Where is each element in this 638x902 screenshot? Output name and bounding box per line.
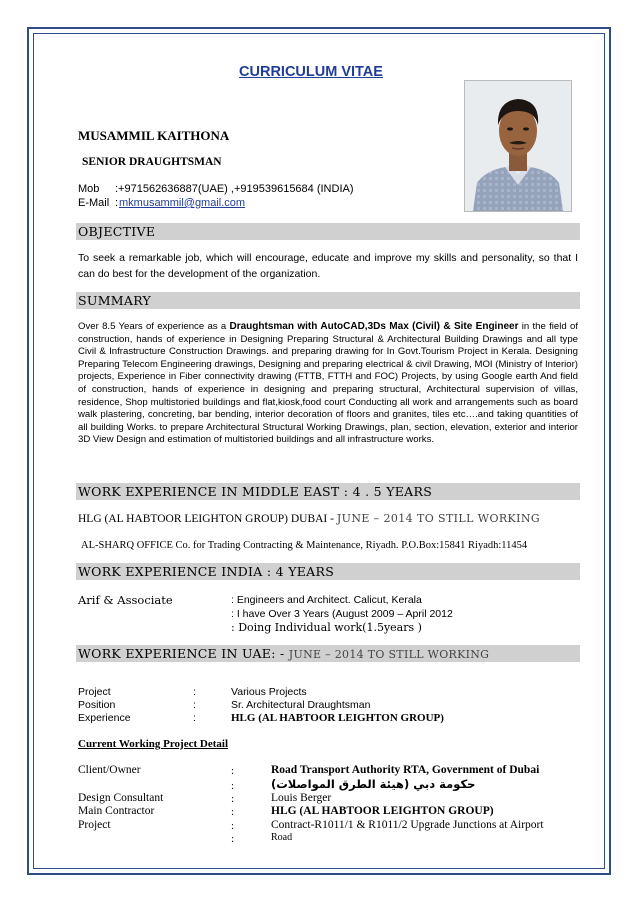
current-colon-5: : [231, 833, 235, 845]
uae-value-2: HLG (AL HABTOOR LEIGHTON GROUP) [231, 712, 444, 724]
current-value-arabic: حكومة دبي (هيئة الطرق المواصلات) [271, 777, 476, 791]
email-colon: : [115, 197, 119, 209]
current-value-3: HLG (AL HABTOOR LEIGHTON GROUP) [271, 805, 494, 817]
uae-label-1: Position [78, 699, 116, 711]
uae-heading [76, 645, 580, 662]
uae-heading-period: JUNE – 2014 TO STILL WORKING [288, 648, 490, 661]
current-project-heading: Current Working Project Detail [78, 738, 229, 750]
uae-colon-1: : [193, 699, 196, 711]
document-title: CURRICULUM VITAE [239, 64, 383, 80]
email-label: E-Mail [78, 197, 110, 209]
candidate-name: MUSAMMIL KAITHONA [78, 128, 230, 143]
uae-value-0: Various Projects [231, 686, 307, 698]
profile-photo [464, 80, 572, 212]
hlg-company: HLG (AL HABTOOR LEIGHTON GROUP) DUBAI - [78, 513, 337, 525]
current-label-4: Project [78, 819, 111, 831]
uae-label-0: Project [78, 686, 111, 698]
summary-heading: SUMMARY [76, 292, 580, 309]
current-label-3: Main Contractor [78, 805, 155, 817]
current-label-0: Client/Owner [78, 764, 141, 776]
current-value-2: Louis Berger [271, 792, 332, 804]
current-colon-2: : [231, 793, 235, 805]
email-link[interactable]: mkmusammil@gmail.com [119, 197, 246, 209]
current-colon-3: : [231, 806, 235, 818]
current-colon-1: : [231, 780, 235, 792]
hlg-line [78, 512, 540, 525]
current-colon-4: : [231, 820, 235, 832]
current-value-4: Contract-R1011/1 & R1011/2 Upgrade Junctions at Airport [271, 819, 544, 831]
india-line2: : I have Over 3 Years (August 2009 – April 2012 [231, 608, 453, 620]
mobile-value: :+971562636887(UAE) ,+919539615684 (INDIA) [115, 183, 354, 195]
summary-bold: Draughtsman with AutoCAD,3Ds Max (Civil) & Site Engineer [229, 321, 519, 332]
uae-label-2: Experience [78, 712, 131, 724]
uae-colon-2: : [193, 712, 196, 724]
candidate-role: SENIOR DRAUGHTSMAN [82, 156, 222, 168]
summary-lead: Over 8.5 Years of experience as a [78, 321, 230, 332]
current-value-5: Road [271, 832, 293, 843]
current-value-0: Road Transport Authority RTA, Government of Dubai [271, 764, 540, 776]
objective-text: To seek a remarkable job, which will encourage, educate and improve my skills and personality, so that I can do best for the development of the organization. [78, 252, 578, 280]
mobile-label: Mob [78, 183, 100, 195]
current-colon-0: : [231, 765, 235, 777]
india-company: Arif & Associate [78, 593, 173, 607]
uae-heading-title: WORK EXPERIENCE IN UAE: - [78, 646, 289, 661]
current-label-2: Design Consultant [78, 792, 164, 804]
objective-heading: OBJECTIVE [76, 223, 580, 240]
india-heading: WORK EXPERIENCE INDIA : 4 YEARS [76, 563, 580, 580]
hlg-period: JUNE – 2014 TO STILL WORKING [336, 512, 541, 525]
alsharq-line: AL-SHARQ OFFICE Co. for Trading Contracting & Maintenance, Riyadh. P.O.Box:15841 Riyadh:11454 [81, 540, 528, 551]
uae-colon-0: : [193, 686, 196, 698]
summary-text [78, 321, 578, 447]
uae-value-1: Sr. Architectural Draughtsman [231, 699, 371, 711]
middle-east-heading: WORK EXPERIENCE IN MIDDLE EAST : 4 . 5 YEARS [76, 483, 580, 500]
india-line3: : Doing Individual work(1.5years ) [231, 621, 422, 634]
summary-body: in the field of construction, hands of experience in Designing Preparing Structural & Architectural Building Drawings and all type Civil & Infrastructure Construction Drawings. and preparing drawing for In Govt.Tourism Project in Kerala. Designing Preparing Telecom Engineering drawings, Designing and preparing electrical & civil Drawing, MOI (Ministry of Interior) projects, Experience in Fiber connectivity drawing (FTTB, FTTH and FOC) Projects, by using Google earth And field of construction, hands of experience in designing and preparing structural, Architectural supervision of villas, residence, Shop multistoried buildings and flat,kiosk,food court Conducting all work and arrangements such as board walk plastering, concreting, bar bending, interior decoration of floors and granites, tiles etc….and taking quantities of all building Works. to prepare Architectural Structural Working Drawings, plan, section, elevation, exterior and interior 3D View Design and estimation of multistoried buildings and all infrastructure works. [78, 321, 578, 446]
india-line1: : Engineers and Architect. Calicut, Kerala [231, 594, 422, 606]
